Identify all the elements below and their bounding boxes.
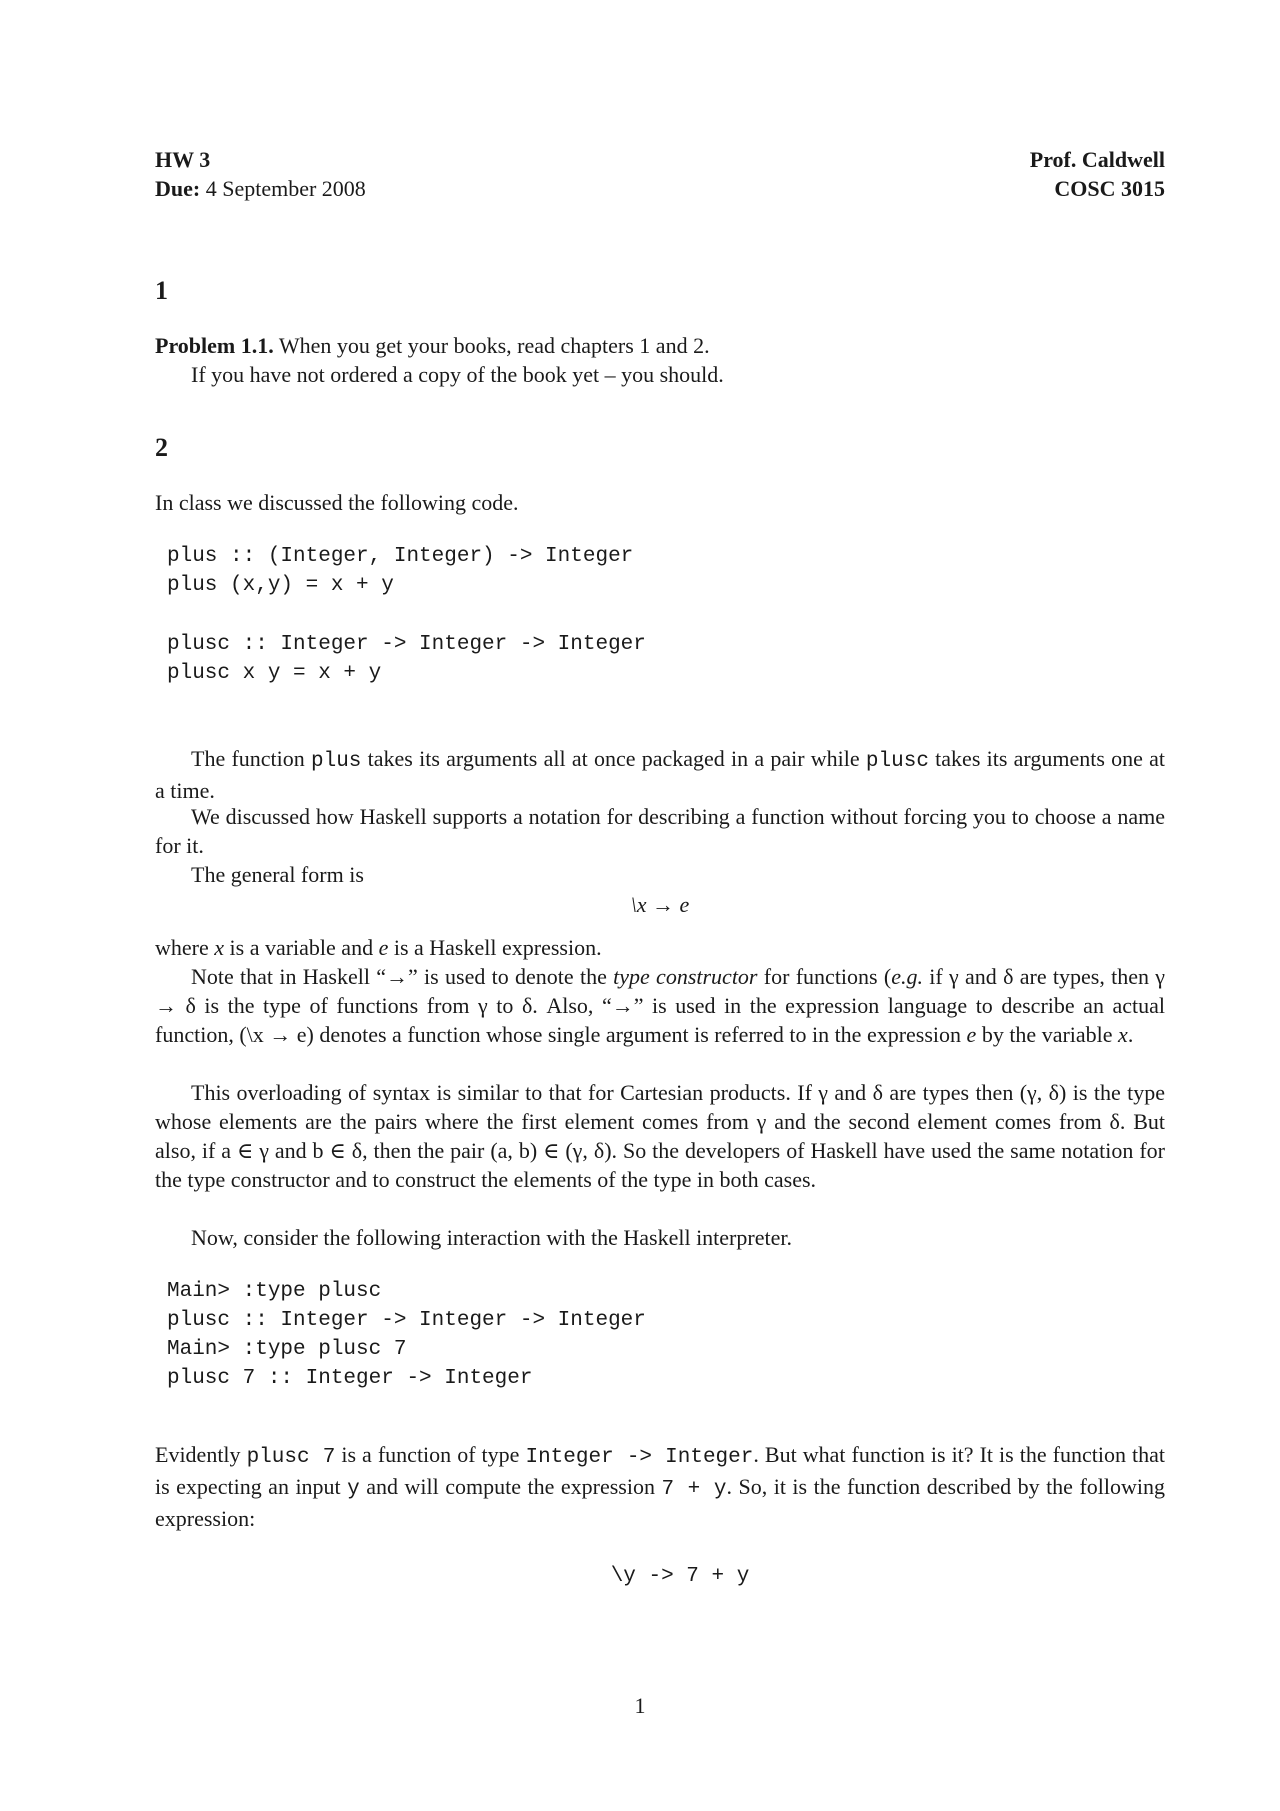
paragraph-where (155, 933, 1165, 962)
text-run: if γ and δ are types, then γ → δ is the type of functions from γ to δ. Also, “→” is used in the expression language to describe an actual function, (\x → e) denotes a function whose single argument is referred to in the expression (155, 964, 1165, 1047)
page-number: 1 (634, 1693, 646, 1718)
inline-code-type: Integer -> Integer (525, 1446, 754, 1469)
header-left (155, 145, 366, 203)
code-block-plus: plus :: (Integer, Integer) -> Integer plus (x,y) = x + y (167, 545, 634, 597)
inline-code-plusc-7: plusc 7 (246, 1446, 336, 1469)
general-form-equation: \x → e (630, 892, 690, 917)
due-date: 4 September 2008 (205, 176, 366, 201)
homework-title: HW 3 (155, 147, 211, 172)
paragraph-interpreter: Now, consider the following interaction with the Haskell interpreter. (191, 1225, 792, 1250)
text-run: where (155, 935, 215, 960)
inline-code-plusc: plusc (865, 750, 929, 773)
text-run: and will compute the expression (359, 1474, 662, 1499)
problem-text: When you get your books, read chapters 1 and 2. (278, 333, 710, 358)
paragraph-general-form: The general form is (191, 862, 364, 887)
lambda-expression: \y -> 7 + y (610, 1565, 750, 1588)
text-run: . So, it is the function described by the following expression: (155, 1474, 1165, 1531)
text-run: Note that in Haskell “→” is used to denote the (191, 964, 614, 989)
text-run: . (1127, 1022, 1134, 1047)
paragraph-cartesian-products: This overloading of syntax is similar to that for Cartesian products. If γ and δ are types then (γ, δ) is the type whose elements are the pairs where the first element comes from γ and the second element comes from δ. But also, if a ∈ γ and b ∈ δ, then the pair (a, b) ∈ (γ, δ). So the developers of Haskell have used the same notation for the type constructor and to construct the elements of the type in both cases. (155, 1080, 1165, 1192)
inline-code-y: y (347, 1478, 360, 1501)
course-code: COSC 3015 (1054, 176, 1165, 201)
text-run: The function (191, 746, 311, 771)
text-run: takes its arguments one at a time. (155, 746, 1165, 803)
paragraph-type-constructor (155, 962, 1165, 1049)
problem-note: If you have not ordered a copy of the book yet – you should. (191, 362, 724, 387)
section-2-heading: 2 (155, 433, 168, 462)
due-label: Due: (155, 176, 201, 201)
text-run: takes its arguments all at once packaged in a pair while (361, 746, 866, 771)
text-run: is a function of type (335, 1442, 526, 1467)
emphasis-eg: e.g. (891, 964, 923, 989)
paragraph-anonymous-function: We discussed how Haskell supports a notation for describing a function without forcing you to choose a name for it. (155, 804, 1165, 858)
math-var-e: e (966, 1022, 977, 1047)
due-line (155, 174, 366, 203)
inline-code-7-plus-y: 7 + y (661, 1478, 727, 1501)
text-run: Evidently (155, 1442, 247, 1467)
text-run: for functions ( (757, 964, 892, 989)
inline-code-plus: plus (311, 750, 362, 773)
math-var-x: x (214, 935, 225, 960)
text-run: is a Haskell expression. (388, 935, 602, 960)
math-var-x: x (1118, 1022, 1128, 1047)
paragraph-plus-plusc (155, 744, 1165, 805)
text-run: is a variable and (224, 935, 379, 960)
header-right (900, 145, 1165, 203)
paragraph-evidently (155, 1440, 1165, 1533)
math-var-e: e (378, 935, 389, 960)
problem-label: Problem 1.1. (155, 333, 274, 358)
code-block-plusc: plusc :: Integer -> Integer -> Integer plusc x y = x + y (167, 633, 646, 685)
text-run: by the variable (976, 1022, 1119, 1047)
section-1-heading: 1 (155, 276, 168, 305)
text-run: . But what function is it? It is the function that is expecting an input (155, 1442, 1165, 1499)
problem-1-1 (155, 331, 1165, 360)
instructor-name: Prof. Caldwell (1029, 147, 1165, 172)
emphasis-type-constructor: type constructor (613, 964, 758, 989)
code-block-interpreter: Main> :type plusc plusc :: Integer -> Integer -> Integer Main> :type plusc 7 plusc 7 :: Integer -> Integer (167, 1280, 646, 1390)
section-2-intro: In class we discussed the following code. (155, 490, 519, 515)
